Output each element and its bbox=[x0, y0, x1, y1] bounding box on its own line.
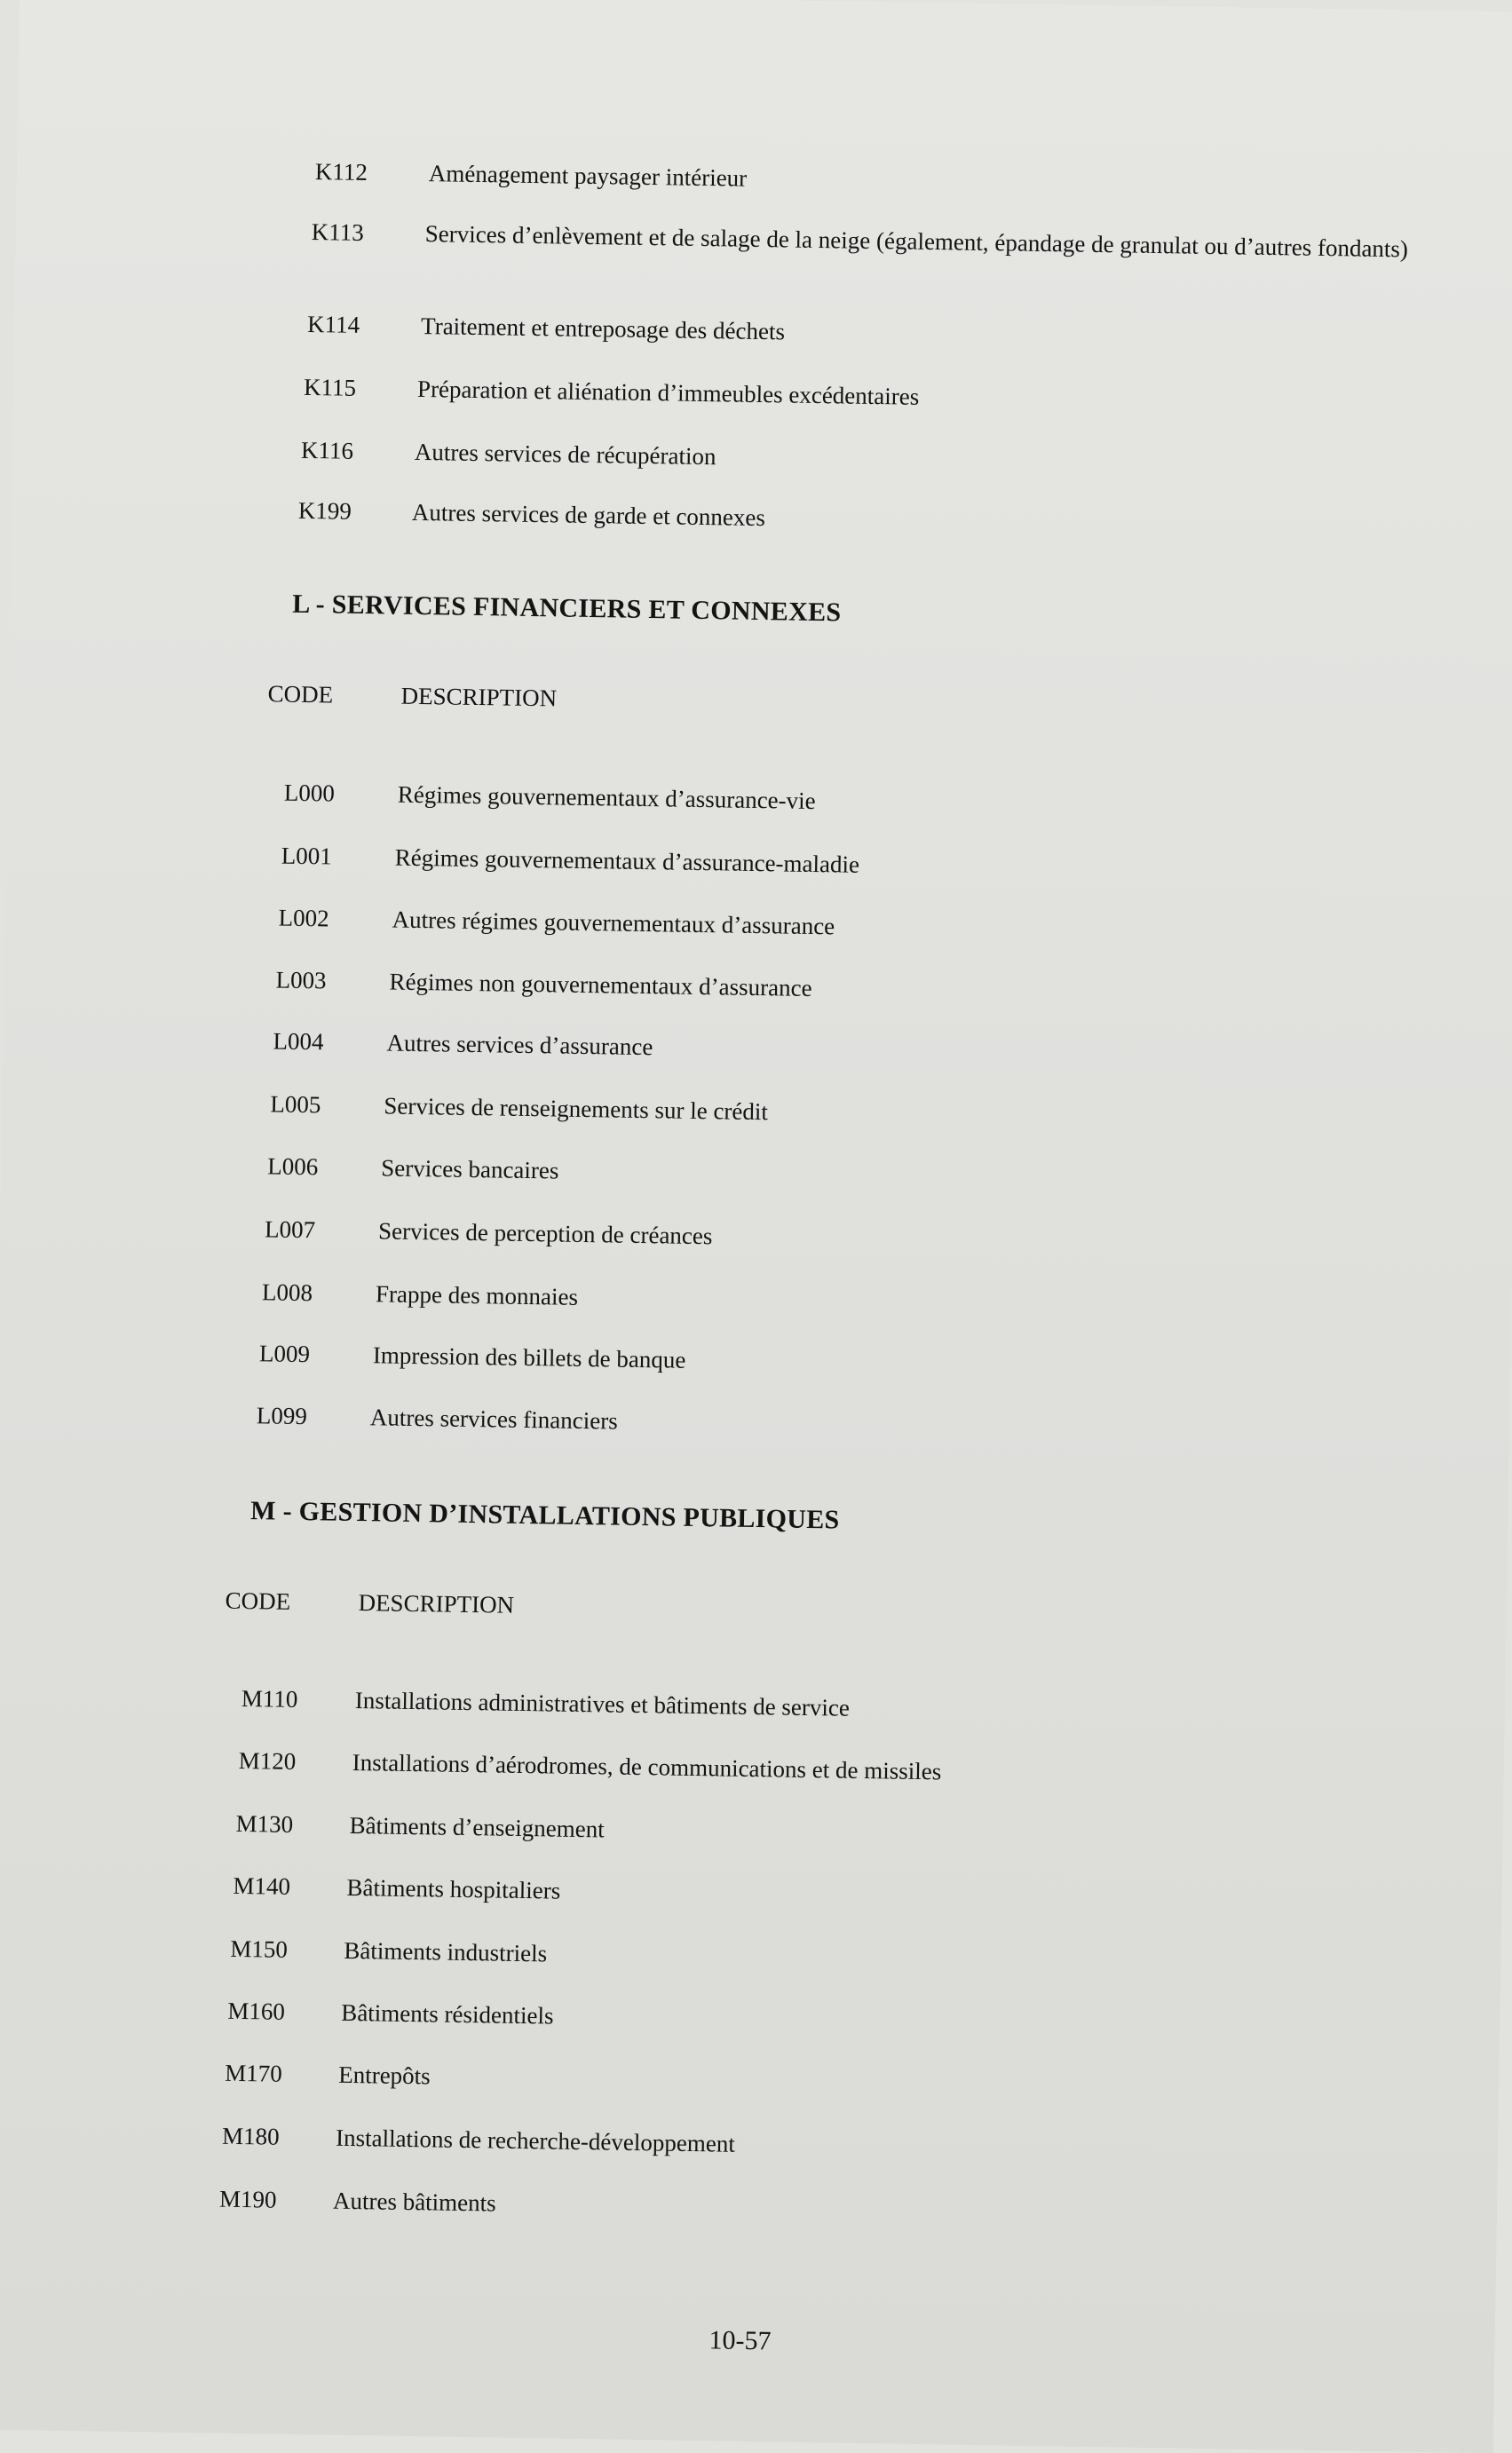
item-description: Bâtiments hospitaliers bbox=[346, 1873, 561, 1904]
item-description: Installations de recherche-développement bbox=[335, 2124, 736, 2157]
list-item bbox=[239, 1745, 942, 1786]
item-code: M190 bbox=[218, 2185, 277, 2213]
item-description: Impression des billets de banque bbox=[372, 1341, 686, 1373]
item-code: L006 bbox=[267, 1152, 319, 1181]
item-description: Services de perception de créances bbox=[377, 1217, 713, 1250]
item-code: M120 bbox=[238, 1746, 297, 1775]
item-description: Services de renseignements sur le crédit bbox=[384, 1092, 769, 1126]
item-description: Bâtiments résidentiels bbox=[341, 1998, 554, 2030]
list-item bbox=[301, 435, 716, 471]
item-description: Régimes non gouvernementaux d’assurance bbox=[389, 968, 812, 1001]
item-description: Services bancaires bbox=[381, 1154, 559, 1184]
list-item bbox=[241, 1683, 851, 1723]
item-code: L009 bbox=[258, 1340, 311, 1368]
list-item bbox=[227, 1996, 554, 2031]
item-code: L005 bbox=[270, 1090, 321, 1119]
item-description: Installations d’aérodromes, de communications et de missiles bbox=[352, 1748, 942, 1785]
section-heading: M - GESTION D’INSTALLATIONS PUBLIQUES bbox=[249, 1496, 840, 1535]
item-code: M110 bbox=[241, 1684, 298, 1713]
list-item bbox=[265, 1214, 713, 1251]
list-item bbox=[230, 1934, 547, 1969]
item-description: Autres régimes gouvernementaux d’assurance bbox=[392, 906, 835, 940]
item-code: L001 bbox=[281, 842, 333, 870]
item-description: Bâtiments d’enseignement bbox=[349, 1811, 606, 1843]
item-description: Installations administratives et bâtiments de service bbox=[354, 1686, 851, 1721]
item-description: Autres services de récupération bbox=[414, 438, 716, 471]
list-item bbox=[235, 1808, 605, 1845]
list-item bbox=[259, 1338, 686, 1375]
list-item bbox=[281, 841, 860, 880]
item-description: Régimes gouvernementaux d’assurance-maladie bbox=[394, 843, 860, 878]
item-description: Autres services de garde et connexes bbox=[411, 498, 766, 532]
column-header-description: DESCRIPTION bbox=[358, 1589, 515, 1618]
item-code: K199 bbox=[297, 496, 352, 525]
column-header-code: CODE bbox=[225, 1587, 291, 1615]
list-item bbox=[307, 309, 785, 346]
list-item bbox=[275, 964, 812, 1002]
item-description: Services d’enlèvement et de salage de la neige (également, épandage de granulat ou d’autres fondants) bbox=[424, 220, 1409, 263]
item-code: L002 bbox=[278, 904, 329, 932]
item-description: Entrepôts bbox=[337, 2061, 431, 2090]
list-item bbox=[257, 1400, 618, 1436]
column-header-description: DESCRIPTION bbox=[400, 682, 558, 712]
list-item bbox=[273, 1025, 653, 1062]
item-code: K115 bbox=[303, 373, 357, 401]
item-description: Régimes gouvernementaux d’assurance-vie bbox=[397, 780, 816, 815]
item-code: M150 bbox=[230, 1935, 289, 1963]
item-description: Bâtiments industriels bbox=[344, 1936, 548, 1967]
item-code: M160 bbox=[227, 1997, 286, 2025]
list-item bbox=[222, 2121, 735, 2159]
item-description: Autres services financiers bbox=[369, 1404, 618, 1435]
list-item bbox=[312, 217, 1482, 265]
item-code: M130 bbox=[235, 1809, 294, 1838]
column-header-code: CODE bbox=[267, 680, 334, 708]
item-code: L099 bbox=[256, 1402, 308, 1430]
list-item bbox=[298, 495, 766, 533]
item-code: K116 bbox=[300, 436, 354, 464]
item-code: K113 bbox=[311, 218, 365, 246]
item-description: Traitement et entreposage des déchets bbox=[420, 312, 786, 345]
item-description: Autres services d’assurance bbox=[386, 1029, 653, 1061]
item-description: Frappe des monnaies bbox=[375, 1280, 579, 1310]
item-description: Préparation et aliénation d’immeubles excédentaires bbox=[416, 375, 920, 410]
item-code: M140 bbox=[233, 1871, 291, 1900]
item-code: L008 bbox=[261, 1278, 313, 1307]
list-item bbox=[278, 903, 835, 942]
section-heading: L - SERVICES FINANCIERS ET CONNEXES bbox=[291, 589, 842, 628]
page-number: 10-57 bbox=[709, 2325, 772, 2356]
item-code: K114 bbox=[306, 310, 360, 338]
item-description: Aménagement paysager intérieur bbox=[428, 160, 748, 192]
list-item bbox=[284, 778, 816, 816]
item-code: L000 bbox=[283, 779, 336, 807]
item-code: L004 bbox=[273, 1027, 324, 1056]
list-item bbox=[262, 1277, 578, 1312]
item-code: M180 bbox=[221, 2122, 280, 2150]
list-item bbox=[267, 1151, 559, 1185]
list-item bbox=[315, 156, 748, 194]
column-header-row bbox=[267, 680, 557, 712]
item-code: K112 bbox=[314, 158, 368, 186]
list-item bbox=[225, 2058, 431, 2092]
list-item bbox=[219, 2184, 496, 2219]
item-code: L003 bbox=[275, 966, 327, 994]
list-item bbox=[233, 1871, 560, 1906]
item-description: Autres bâtiments bbox=[332, 2187, 496, 2217]
item-code: M170 bbox=[225, 2059, 282, 2087]
list-item bbox=[304, 372, 920, 412]
item-code: L007 bbox=[264, 1215, 316, 1244]
column-header-row bbox=[225, 1587, 514, 1619]
list-item bbox=[270, 1088, 768, 1127]
